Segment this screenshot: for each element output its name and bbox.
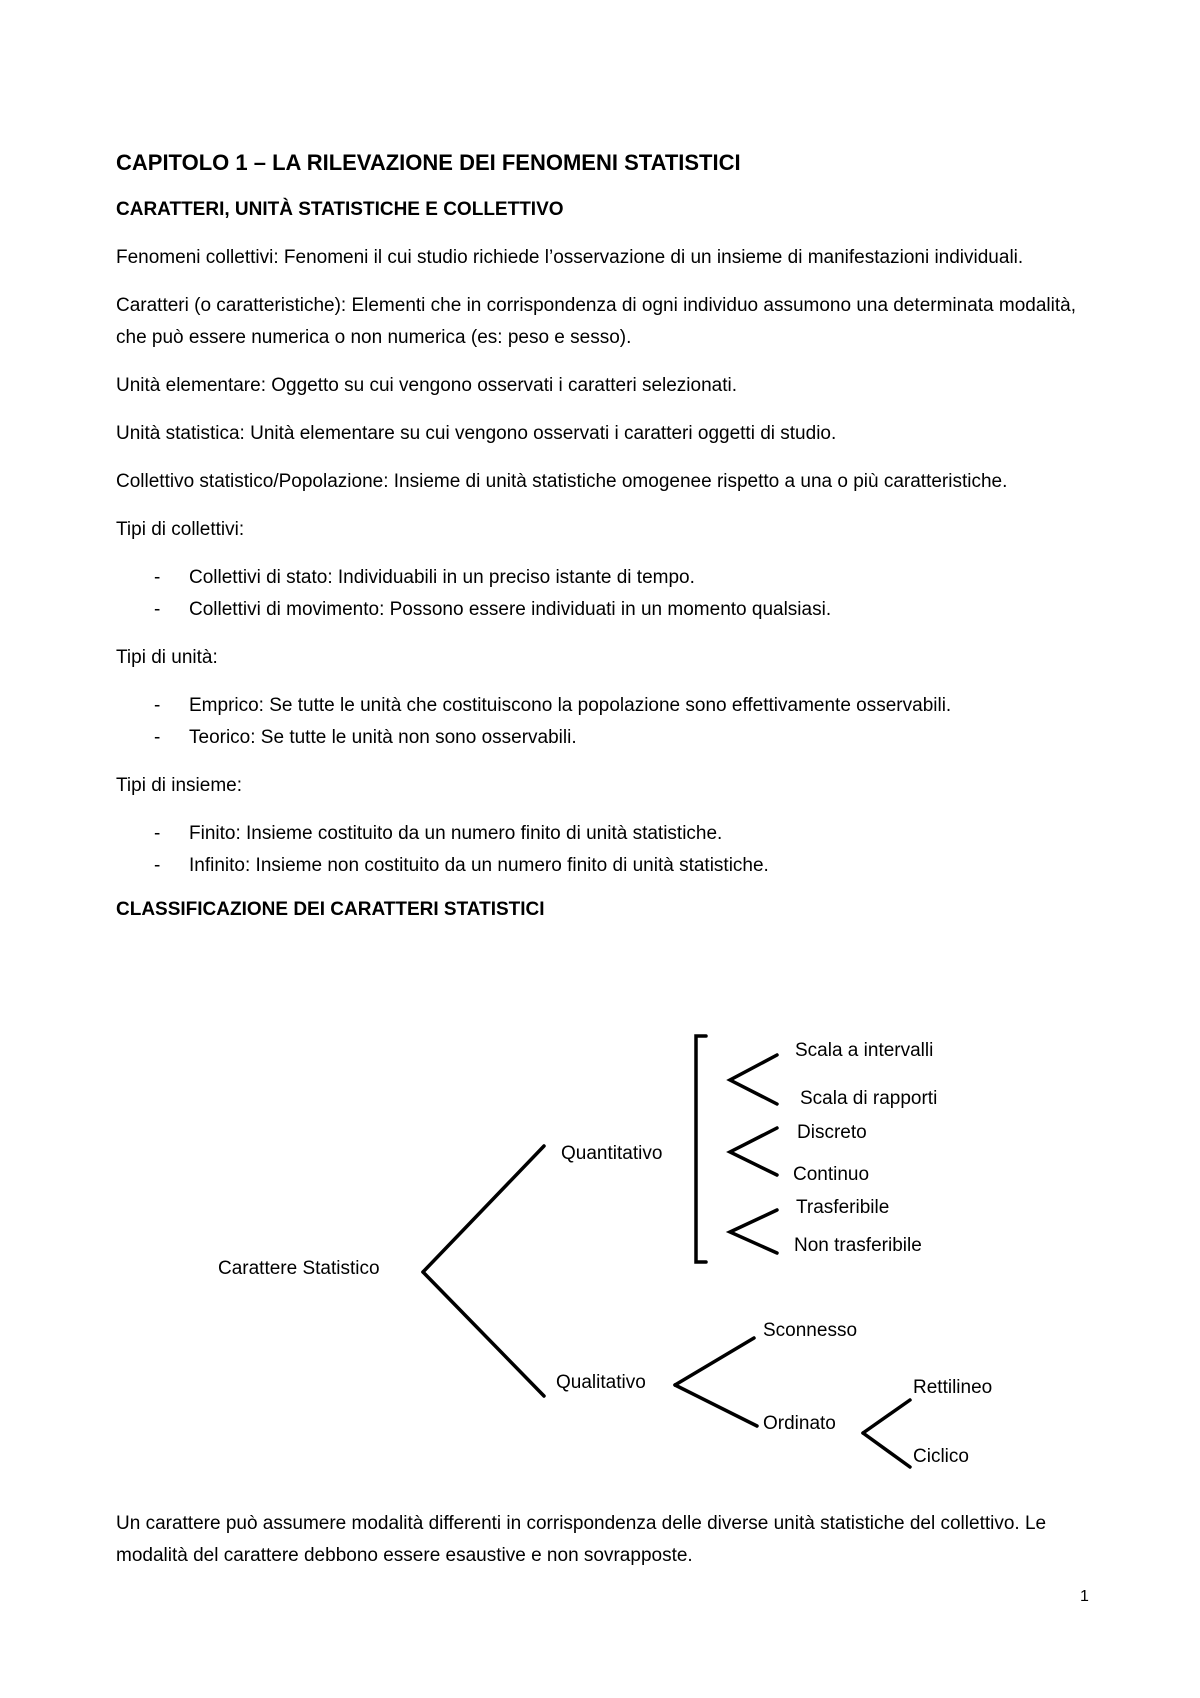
dash-bullet: - [154, 727, 161, 748]
node-ordinato: Ordinato [763, 1413, 836, 1434]
quantitativo-bracket [696, 1036, 706, 1262]
document-body [116, 150, 1096, 942]
definition-paragraph: Collettivo statistico/Popolazione: Insieme di unità statistiche omogenee rispetto a una o più caratteristiche. [116, 471, 1008, 492]
chevron-trasferibile [730, 1210, 777, 1253]
list-item: - Collettivi di stato: Individuabili in un preciso istante di tempo. [116, 562, 1096, 594]
dash-bullet: - [154, 823, 161, 844]
root-to-qualitativo-line [423, 1272, 544, 1396]
node-carattere-statistico: Carattere Statistico [218, 1258, 380, 1279]
node-qualitativo: Qualitativo [556, 1372, 646, 1393]
dash-bullet: - [154, 695, 161, 716]
node-quantitativo: Quantitativo [561, 1143, 663, 1164]
ordinato-to-rettilineo-line [863, 1400, 910, 1433]
dash-list [116, 562, 1096, 626]
classification-tree-diagram [0, 1000, 1200, 1500]
chapter-title: CAPITOLO 1 – LA RILEVAZIONE DEI FENOMENI STATISTICI [116, 150, 741, 175]
node-scala-rapporti: Scala di rapporti [800, 1088, 938, 1109]
definition-paragraph: Unità elementare: Oggetto su cui vengono osservati i caratteri selezionati. [116, 375, 737, 396]
root-to-quantitativo-line [423, 1146, 544, 1272]
list-item: - Teorico: Se tutte le unità non sono osservabili. [116, 722, 1096, 754]
dash-bullet: - [154, 567, 161, 588]
node-continuo: Continuo [793, 1164, 870, 1185]
node-ciclico: Ciclico [913, 1446, 969, 1467]
list-item: - Finito: Insieme costituito da un numero finito di unità statistiche. [116, 818, 1096, 850]
definition-paragraph: Fenomeni collettivi: Fenomeni il cui studio richiede l’osservazione di un insieme di manifestazioni individuali. [116, 247, 1024, 268]
dash-list [116, 818, 1096, 882]
node-trasferibile: Trasferibile [796, 1197, 890, 1218]
qualitativo-to-sconnesso-line [675, 1338, 754, 1385]
list-heading: Tipi di collettivi: [116, 519, 245, 540]
dash-list [116, 690, 1096, 754]
list-heading: Tipi di insieme: [116, 775, 243, 796]
definition-paragraph: Unità statistica: Unità elementare su cui vengono osservati i caratteri oggetti di studio. [116, 423, 837, 444]
node-non-trasferibile: Non trasferibile [794, 1235, 922, 1256]
qualitativo-to-ordinato-line [675, 1385, 757, 1426]
node-sconnesso: Sconnesso [763, 1320, 858, 1341]
tree-connectors [0, 1000, 1200, 1500]
section-heading-2: CLASSIFICAZIONE DEI CARATTERI STATISTICI [116, 899, 545, 920]
section-heading-1: CARATTERI, UNITÀ STATISTICHE E COLLETTIVO [116, 199, 564, 220]
chevron-scala [730, 1055, 777, 1104]
closing-paragraph: Un carattere può assumere modalità differenti in corrispondenza delle diverse unità statistiche del collettivo. Le modalità del carattere debbono essere esaustive e non sovrapposte. [116, 1513, 1047, 1566]
list-item: - Infinito: Insieme non costituito da un numero finito di unità statistiche. [116, 850, 1096, 882]
list-item: - Collettivi di movimento: Possono essere individuati in un momento qualsiasi. [116, 594, 1096, 626]
node-discreto: Discreto [797, 1122, 867, 1143]
list-item: - Emprico: Se tutte le unità che costituiscono la popolazione sono effettivamente osservabili. [116, 690, 1096, 722]
list-heading: Tipi di unità: [116, 647, 218, 668]
node-scala-intervalli: Scala a intervalli [795, 1040, 934, 1061]
node-rettilineo: Rettilineo [913, 1377, 993, 1398]
definition-paragraph: Caratteri (o caratteristiche): Elementi che in corrispondenza di ogni individuo assumono una determinata modalità, che può essere numerica o non numerica (es: peso e sesso). [116, 295, 1077, 348]
ordinato-to-ciclico-line [863, 1433, 910, 1467]
page-number: 1 [1080, 1588, 1089, 1605]
chevron-discreto [730, 1128, 777, 1175]
dash-bullet: - [154, 599, 161, 620]
dash-bullet: - [154, 855, 161, 876]
